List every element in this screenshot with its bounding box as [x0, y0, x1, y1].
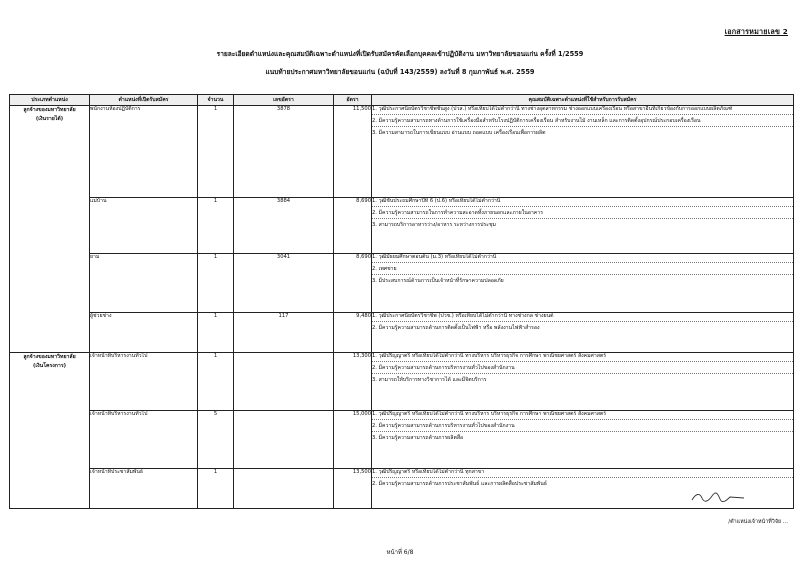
position-cell: เจ้าหน้าที่บริหารงานทั่วไป: [90, 353, 198, 411]
position-number-cell: [234, 411, 334, 469]
table-header-row: [10, 95, 794, 106]
table-row: [10, 313, 794, 353]
header-requirements: คุณสมบัติเฉพาะตำแหน่งที่ใช้สำหรับการรับสมัคร: [372, 95, 794, 106]
table-row: [10, 411, 794, 469]
requirements-cell: [372, 198, 794, 254]
salary-cell: 15,000: [334, 411, 372, 469]
salary-cell: 11,500: [334, 106, 372, 198]
requirements-cell: [372, 353, 794, 411]
requirements-cell: [372, 411, 794, 469]
header-type: ประเภทตำแหน่ง: [10, 95, 90, 106]
position-cell: เจ้าหน้าที่ประชาสัมพันธ์: [90, 469, 198, 509]
header-count: จำนวน: [198, 95, 234, 106]
requirement-item: 3. มีความรู้ความสามารถด้านการผลิตสื่อ: [372, 435, 464, 441]
position-number-cell: 3041: [234, 254, 334, 313]
count-cell: 1: [198, 353, 234, 411]
header-salary: อัตรา: [334, 95, 372, 106]
requirement-item: 2. มีความรู้ความสามารถด้านการบริหารงานทั่วไปของสำนักงาน: [372, 423, 793, 432]
requirement-item: 2. มีความรู้ความสามารถด้านการประชาสัมพันธ์ และการผลิตสื่อประชาสัมพันธ์: [372, 481, 547, 487]
header-position-number: เลขอัตรา: [234, 95, 334, 106]
position-cell: เจ้าหน้าที่บริหารงานทั่วไป: [90, 411, 198, 469]
page-number: หน้าที่ 6/8: [386, 549, 414, 556]
document-reference-label: เอกสารหมายเลข 2: [724, 27, 788, 36]
requirement-item: 1. วุฒิมัธยมศึกษาตอนต้น (ม.3) หรือเทียบได้ไม่ต่ำกว่านี้: [372, 254, 793, 263]
table-row: [10, 198, 794, 254]
category-name: ลูกจ้างของมหาวิทยาลัย: [23, 107, 76, 113]
requirement-item: 3. สามารถให้บริการทางวิชาการได้ และมีจิตบริการ: [372, 377, 487, 383]
requirements-cell: [372, 106, 794, 198]
count-cell: 1: [198, 469, 234, 509]
document-subtitle: แนบท้ายประกาศมหาวิทยาลัยขอนแก่น (ฉบับที่ 143/2559) ลงวันที่ 8 กุมภาพันธ์ พ.ศ. 2559: [265, 68, 535, 76]
count-cell: 1: [198, 106, 234, 198]
position-number-cell: 3878: [234, 106, 334, 198]
table-row: [10, 469, 794, 509]
requirement-item: 1. วุฒิปริญญาตรี หรือเทียบได้ไม่ต่ำกว่านี้ ทางบริหาร บริหารธุรกิจ การศึกษา พาณิชยศาสตร์ สังคมศาสตร์: [372, 411, 793, 420]
positions-table: [9, 94, 794, 509]
header-position: ตำแหน่งที่เปิดรับสมัคร: [90, 95, 198, 106]
requirement-item: 1. วุฒิชั้นประถมศึกษาปีที่ 6 (ป.6) หรือเทียบได้ไม่ต่ำกว่านี้: [372, 198, 793, 207]
salary-cell: 13,300: [334, 353, 372, 411]
table-row: [10, 254, 794, 313]
count-cell: 1: [198, 313, 234, 353]
requirement-item: 2. เพศชาย: [372, 266, 793, 275]
salary-cell: 9,480: [334, 313, 372, 353]
table-row: [10, 353, 794, 411]
table-row: [10, 106, 794, 198]
document-title: รายละเอียดตำแหน่งและคุณสมบัติเฉพาะตำแหน่งที่เปิดรับสมัครคัดเลือกบุคคลเข้าปฏิบัติงาน มหาวิทยาลัยขอนแก่น ครั้งที่ 1/2559: [216, 50, 584, 58]
salary-cell: 8,690: [334, 198, 372, 254]
count-cell: 1: [198, 198, 234, 254]
count-cell: 5: [198, 411, 234, 469]
requirement-item: 1. วุฒิประกาศนียบัตรวิชาชีพชั้นสูง (ปวส.) หรือเทียบได้ไม่ต่ำกว่านี้ ทางช่างอุตสาหกรรม ช่างออกแบบเครื่องเรือน หรือสาขาอื่นที่เกี่ยวข้องกับการออกแบบผลิตภัณฑ์: [372, 106, 793, 115]
count-cell: 1: [198, 254, 234, 313]
requirement-item: 1. วุฒิปริญญาตรี หรือเทียบได้ไม่ต่ำกว่านี้ ทุกสาขา: [372, 469, 793, 478]
requirement-item: 2. มีความรู้ความสามารถด้านการบริหารงานทั่วไปของสำนักงาน: [372, 365, 793, 374]
requirement-item: 3. สามารถบริการอาหารว่าง/อาหาร ระหว่างการประชุม: [372, 222, 496, 228]
position-cell: ยาม: [90, 254, 198, 313]
requirement-item: 1. วุฒิปริญญาตรี หรือเทียบได้ไม่ต่ำกว่านี้ ทางบริหาร บริหารธุรกิจ การศึกษา พาณิชยศาสตร์ สังคมศาสตร์: [372, 353, 793, 362]
requirements-cell: [372, 313, 794, 353]
category-name: ลูกจ้างของมหาวิทยาลัย: [23, 354, 76, 360]
category-funding: (เงินโครงการ): [32, 363, 66, 369]
continuation-note: /ตำแหน่งเจ้าหน้าที่วิจัย ...: [728, 519, 788, 525]
position-number-cell: 117: [234, 313, 334, 353]
position-number-cell: [234, 469, 334, 509]
handwritten-signature: [690, 490, 746, 504]
requirement-item: 2. มีความรู้ความสามารถด้านการติดตั้งเป็นไฟฟ้า หรือ พลังงานไฟฟ้าสำรอง: [372, 325, 540, 331]
category-cell: [10, 353, 90, 509]
category-funding: (เงินรายได้): [35, 116, 64, 122]
requirement-item: 3. มีประสบการณ์ด้านการเป็นเจ้าหน้าที่รักษาความปลอดภัย: [372, 278, 504, 284]
requirement-item: 1. วุฒิประกาศนียบัตรวิชาชีพ (ปวช.) หรือเทียบได้ไม่ต่ำกว่านี้ ทางช่างกล ช่างยนต์: [372, 313, 793, 322]
requirement-item: 2. มีความรู้ความสามารถทางด้านการใช้เครื่องมือสำหรับโรงปฏิบัติการเครื่องเรือน สำหรับงานไม้ งานเหล็ก และการติดตั้งอุปกรณ์ประกอบเครื่องเรือน: [372, 118, 793, 127]
requirement-item: 3. มีความสามารถในการเขียนแบบ อ่านแบบ ถอดแบบ เครื่องเรือนเพื่อการผลิต: [372, 130, 546, 136]
requirements-cell: [372, 254, 794, 313]
position-number-cell: [234, 353, 334, 411]
position-cell: แม่บ้าน: [90, 198, 198, 254]
position-cell: ผู้ช่วยช่าง: [90, 313, 198, 353]
requirement-item: 2. มีความรู้ความสามารถในการทำความสะอาดทั้งภายนอกและภายในอาคาร: [372, 210, 793, 219]
position-cell: พนักงานห้องปฏิบัติการ: [90, 106, 198, 198]
position-number-cell: 3884: [234, 198, 334, 254]
salary-cell: 8,690: [334, 254, 372, 313]
salary-cell: 13,500: [334, 469, 372, 509]
category-cell: [10, 106, 90, 353]
